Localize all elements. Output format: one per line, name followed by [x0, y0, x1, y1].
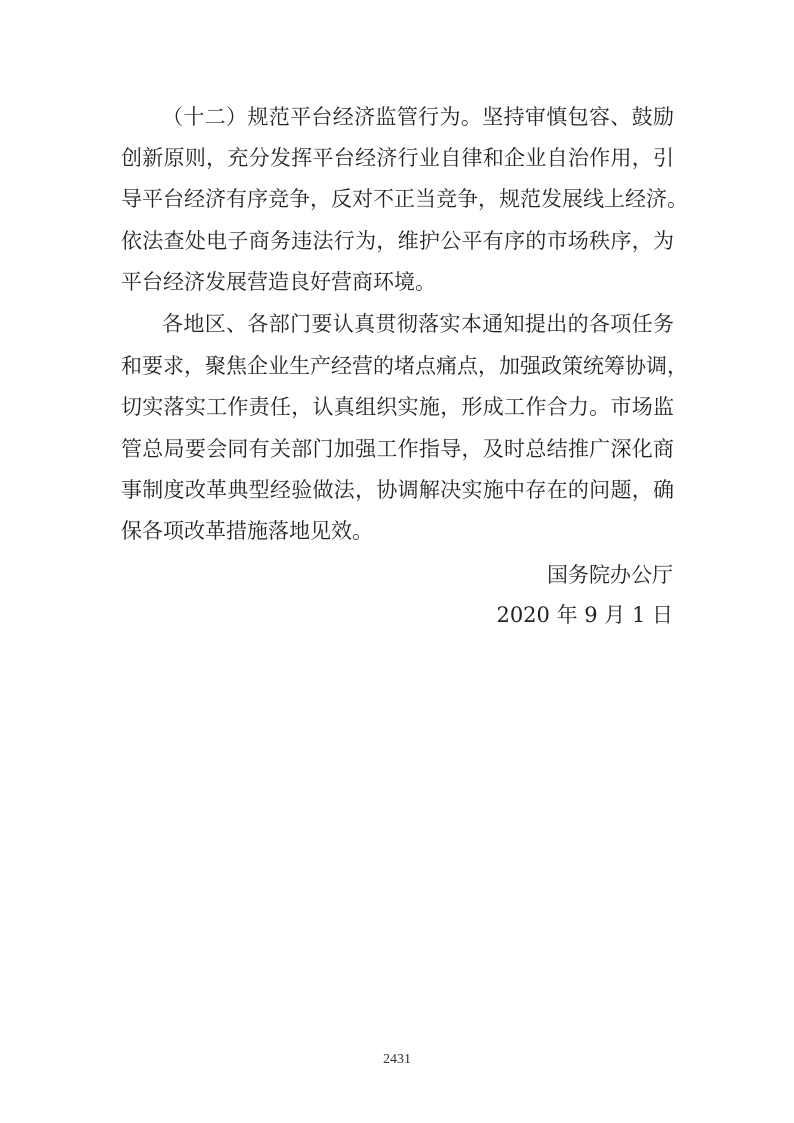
signature-date: 2020 年 9 月 1 日	[496, 603, 673, 627]
paragraph-1-line-3: 导平台经济有序竞争，反对不正当竞争，规范发展线上经济。	[121, 187, 688, 211]
paragraph-1-line-1: （十二）规范平台经济监管行为。坚持审慎包容、鼓励	[162, 105, 674, 129]
page-number: 2431	[383, 1052, 411, 1067]
paragraph-2-line-4: 管总局要会同有关部门加强工作指导，及时总结推广深化商	[121, 437, 674, 461]
paragraph-2-line-2: 和要求，聚焦企业生产经营的堵点痛点，加强政策统筹协调，	[121, 354, 688, 378]
paragraph-2-line-5: 事制度改革典型经验做法，协调解决实施中存在的问题，确	[121, 478, 674, 502]
paragraph-2-line-1: 各地区、各部门要认真贯彻落实本通知提出的各项任务	[162, 312, 674, 336]
paragraph-1-line-2: 创新原则，充分发挥平台经济行业自律和企业自治作用，引	[121, 146, 674, 170]
paragraph-1-line-5: 平台经济发展营造良好营商环境。	[121, 270, 436, 294]
paragraph-2-line-6: 保各项改革措施落地见效。	[121, 519, 373, 543]
paragraph-2-line-3: 切实落实工作责任，认真组织实施，形成工作合力。市场监	[121, 395, 674, 419]
signature-issuer: 国务院办公厅	[547, 563, 673, 587]
paragraph-1-line-4: 依法查处电子商务违法行为，维护公平有序的市场秩序，为	[121, 229, 674, 253]
